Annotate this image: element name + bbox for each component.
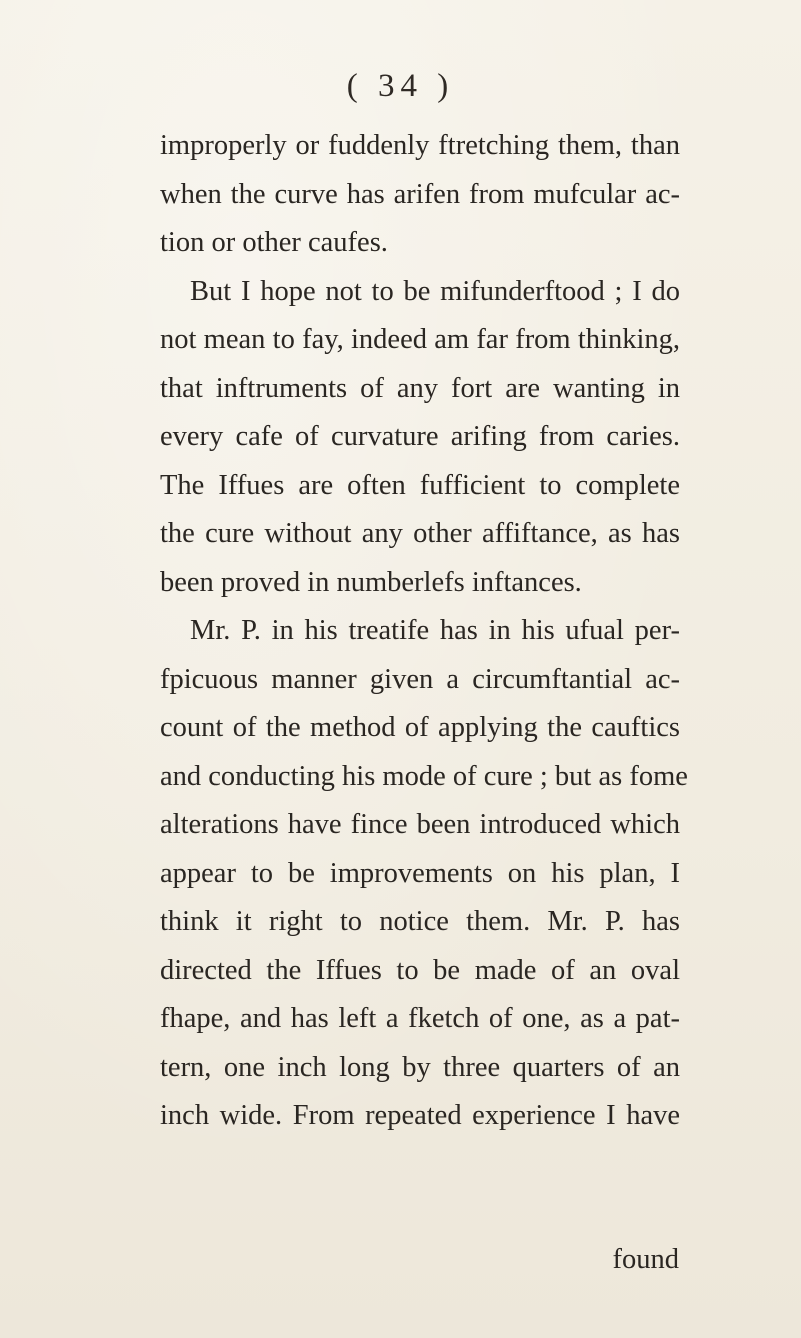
text-line: when the curve has arifen from mufcular ac- — [160, 178, 680, 210]
text-line: inch wide. From repeated experience I have — [160, 1100, 680, 1131]
text-line: tern, one inch long by three quarters of an — [160, 1051, 680, 1083]
text-line: directed the Iffues to be made of an oval — [160, 954, 680, 986]
text-line: improperly or fuddenly ftretching them, than — [160, 130, 680, 161]
text-line: not mean to fay, indeed am far from thinking, — [160, 324, 680, 355]
text-line: every cafe of curvature arifing from caries. — [160, 421, 680, 452]
catchword: found — [612, 1244, 679, 1275]
text-line: and conducting his mode of cure ; but as fome — [160, 760, 688, 792]
text-line: appear to be improvements on his plan, I — [160, 857, 680, 889]
text-line: Mr. P. in his treatife has in his ufual per- — [190, 615, 680, 646]
text-line: fhape, and has left a fketch of one, as a pat- — [160, 1003, 680, 1034]
page-number: ( 34 ) — [346, 68, 455, 104]
text-line: count of the method of applying the cauftics — [160, 712, 680, 743]
text-line: think it right to notice them. Mr. P. has — [160, 906, 680, 937]
text-line: the cure without any other affiftance, as has — [160, 518, 680, 549]
text-line: that inftruments of any fort are wanting in — [160, 372, 680, 404]
body-text — [160, 122, 688, 1141]
text-line: been proved in numberlefs inftances. — [160, 566, 582, 598]
text-line: The Iffues are often fufficient to complete — [160, 469, 680, 501]
text-line: fpicuous manner given a circumftantial ac- — [160, 663, 680, 695]
text-line: But I hope not to be mifunderftood ; I do — [190, 275, 680, 307]
text-line: tion or other caufes. — [160, 227, 388, 258]
text-line: alterations have fince been introduced which — [160, 809, 680, 840]
